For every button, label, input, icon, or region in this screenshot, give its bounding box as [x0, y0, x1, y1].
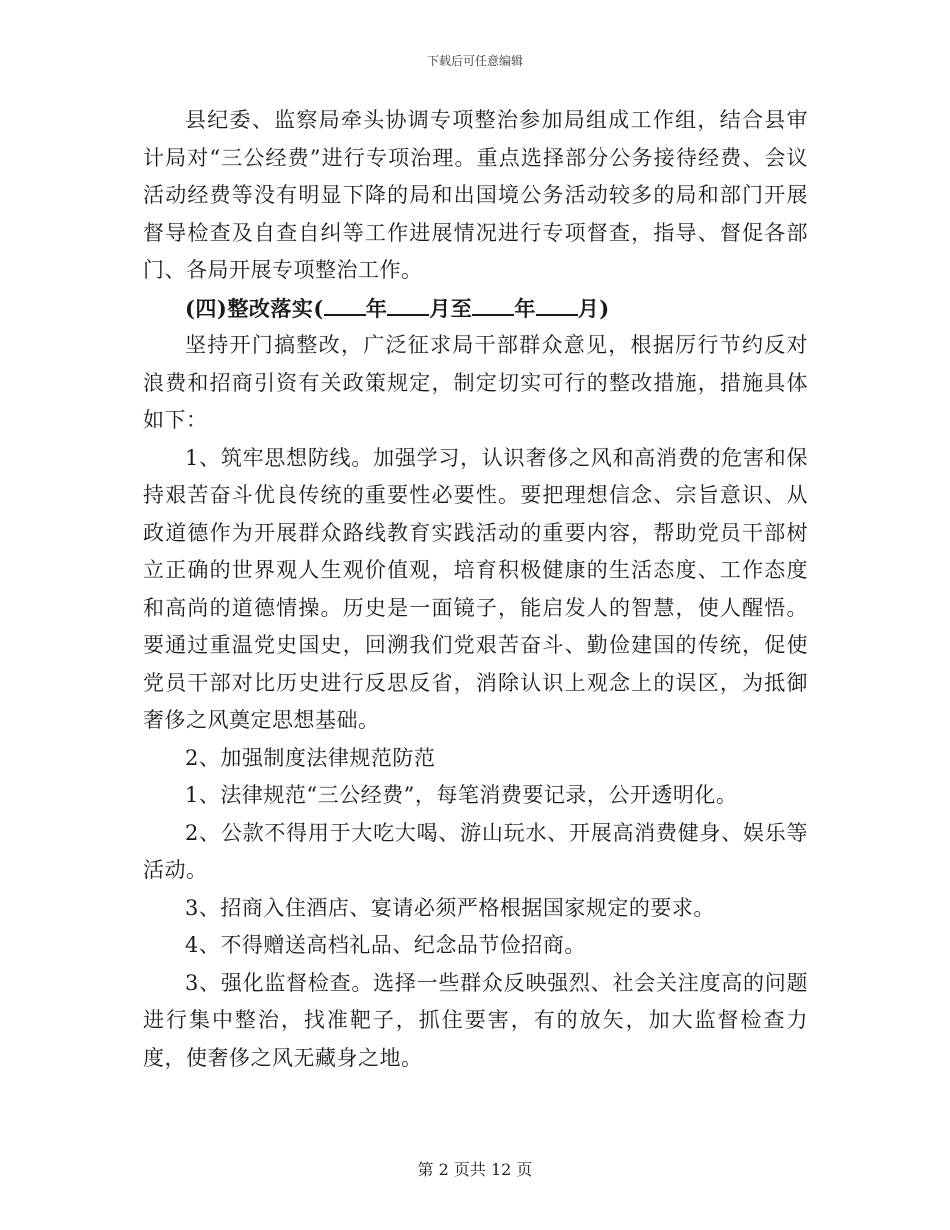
blank-field-month-start: [387, 296, 429, 316]
paragraph-item-regulation: 2、加强制度法律规范防范: [185, 745, 436, 770]
heading-month-label-1: 月至: [429, 295, 473, 321]
paragraph-item-ideology: 1、筑牢思想防线。加强学习，认识奢侈之风和高消费的危害和保持艰苦奋斗优良传统的重要性必要性。要把理想信念、宗旨意识、从政道德作为开展群众路线教育实践活动的重要内容，帮助党员干部树立正确的世界观人生观价值观，培育积极健康的生活态度、工作态度和高尚的道德情操。历史是一面镜子，能启发人的智慧，使人醒悟。要通过重温党史国史，回溯我们党艰苦奋斗、勤俭建国的传统，促使党员干部对比历史进行反思反省，消除认识上观念上的误区，为抵御奢侈之风奠定思想基础。: [143, 445, 808, 732]
blank-field-year-end: [472, 296, 514, 316]
heading-year-label-1: 年: [365, 295, 388, 321]
document-body: [143, 102, 808, 1077]
paragraph-item-supervision: 3、强化监督检查。选择一些群众反映强烈、社会关注度高的问题进行集中整治，找准靶子，抓住要害，有的放矢，加大监督检查力度，使奢侈之风无藏身之地。: [143, 970, 808, 1070]
paragraph-subitem-1: 1、法律规范“三公经费”，每笔消费要记录，公开透明化。: [185, 783, 738, 807]
page-header: 下载后可任意编辑: [426, 54, 523, 68]
paragraph-subitem-4: 4、不得赠送高档礼品、纪念品节俭招商。: [185, 933, 586, 957]
heading-prefix: (四)整改落实(: [185, 295, 324, 321]
blank-field-year-start: [324, 296, 366, 316]
heading-year-label-2: 年: [514, 295, 536, 321]
paragraph-open-rectification: 坚持开门搞整改，广泛征求局干部群众意见，根据厉行节约反对浪费和招商引资有关政策规定，制定切实可行的整改措施，措施具体如下：: [143, 333, 808, 432]
paragraph-supervision: 县纪委、监察局牵头协调专项整治参加局组成工作组，结合县审计局对“三公经费”进行专项治理。重点选择部分公务接待经费、会议活动经费等没有明显下降的局和出国境公务活动较多的局和部门开展督导检查及自查自纠等工作进展情况进行专项督查，指导、督促各部门、各局开展专项整治工作。: [143, 108, 808, 282]
heading-month-label-2: 月): [577, 295, 610, 321]
page-footer: 第 2 页共 12 页: [417, 1160, 533, 1179]
blank-field-month-end: [536, 296, 578, 316]
section-heading-rectification: [143, 290, 808, 328]
paragraph-subitem-2: 2、公款不得用于大吃大喝、游山玩水、开展高消费健身、娱乐等活动。: [143, 820, 808, 882]
paragraph-subitem-3: 3、招商入住酒店、宴请必须严格根据国家规定的要求。: [185, 895, 715, 920]
